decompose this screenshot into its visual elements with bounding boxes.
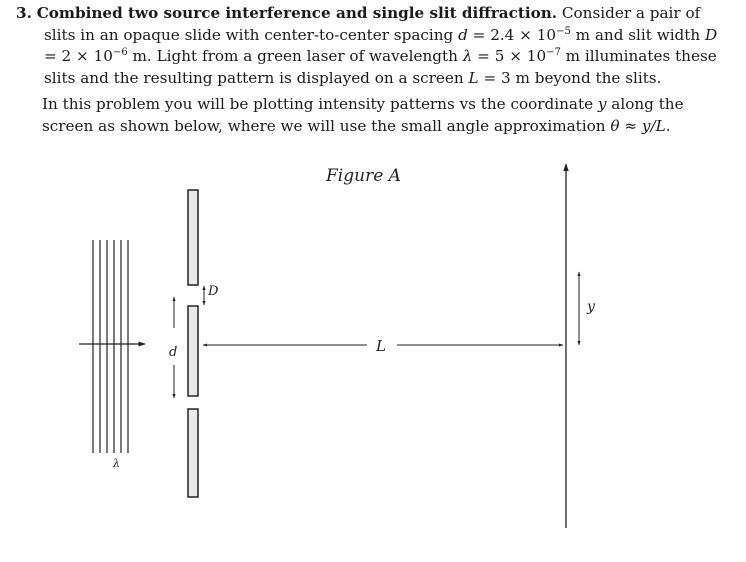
d-value: = 2.4 × 10 — [467, 25, 557, 44]
symbol-L: L — [468, 68, 479, 87]
slit-width-label: D — [208, 284, 219, 299]
p1-text-d: m illuminates these slits and the resulting pattern is displayed on a screen — [44, 47, 717, 87]
p1-text-c: m. Light from a green laser of wavelength — [127, 47, 463, 65]
symbol-lambda: λ — [462, 47, 473, 65]
y-coordinate-label: y — [587, 299, 595, 315]
D-exponent: −6 — [112, 46, 128, 58]
small-angle-approx: θ ≈ y/L — [610, 116, 666, 135]
p2-text-c: . — [665, 116, 671, 135]
symbol-y: y — [597, 95, 607, 113]
p2-text-a: In this problem you will be plotting intensity patterns vs the coordinate — [42, 95, 598, 113]
wavefronts — [93, 240, 128, 453]
L-value: = 3 m beyond the slits. — [478, 68, 662, 87]
d-exponent: −5 — [556, 25, 571, 37]
problem-title: Combined two source interference and single slit diffraction. — [36, 4, 558, 22]
lambda-value: = 5 × 10 — [472, 47, 547, 65]
figure-caption: Figure A — [326, 166, 401, 186]
D-value: = 2 × 10 — [44, 47, 113, 65]
slit-plate-middle — [188, 306, 198, 396]
p1-text-b: m and slit width — [570, 25, 705, 44]
p1-text-a: Consider a pair of slits in an opaque slide with center-to-center spacing — [44, 4, 701, 44]
distance-label: L — [376, 337, 386, 355]
p2-text-b: along the screen as shown below, where we will use the small angle approximation — [42, 95, 684, 135]
lambda-exponent: −7 — [546, 46, 561, 58]
symbol-D: D — [705, 25, 718, 44]
slit-plate-top — [188, 190, 198, 285]
slit-plate-bottom — [188, 409, 198, 497]
slit-spacing-label: d — [169, 345, 178, 360]
problem-number: 3. — [16, 4, 32, 22]
wavelength-label: λ — [113, 457, 120, 470]
symbol-d: d — [458, 25, 468, 44]
